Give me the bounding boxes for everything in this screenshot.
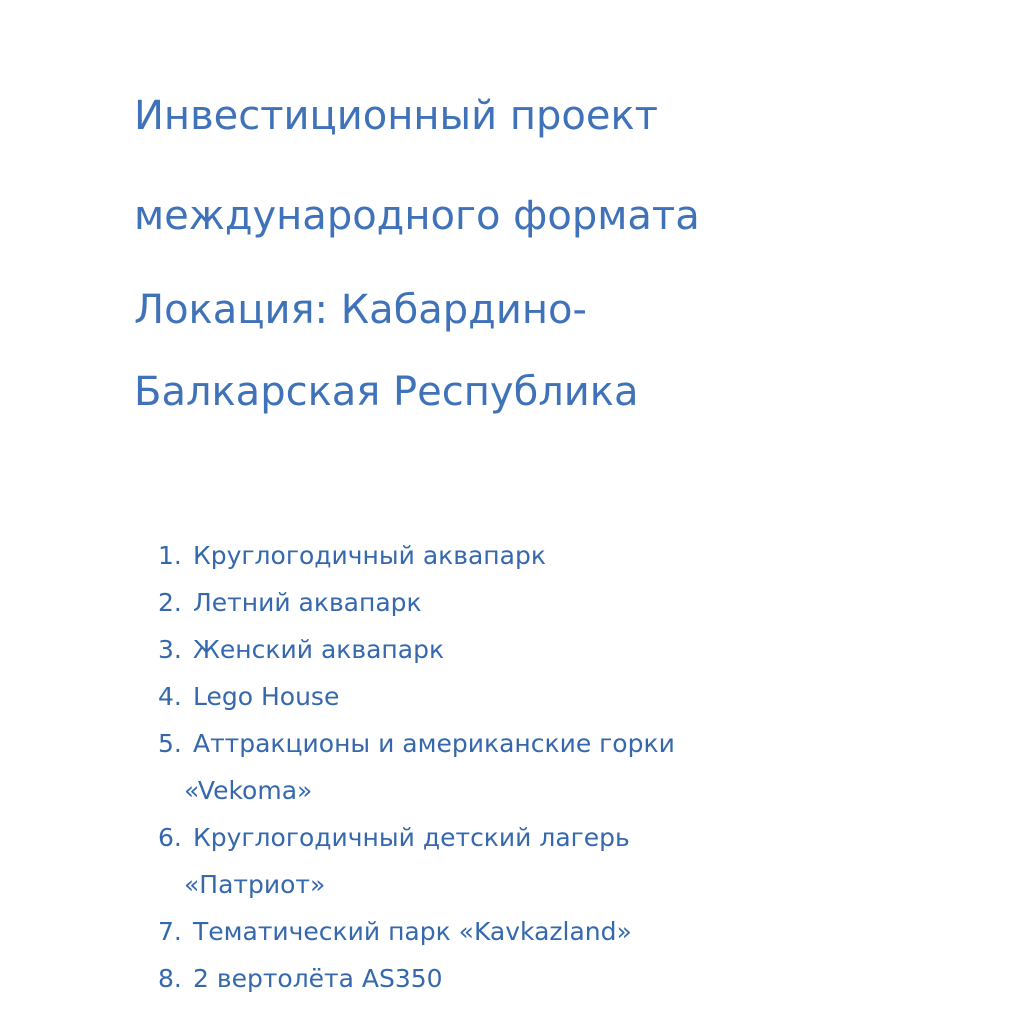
item-text: Тематический парк «Kavkazland» <box>193 917 632 946</box>
project-list <box>158 532 938 1002</box>
title-line-3: Локация: Кабардино- <box>134 287 587 333</box>
item-text: Аттракционы и американские горки <box>193 729 675 758</box>
list-item <box>158 673 938 720</box>
item-text: Lego House <box>193 682 340 711</box>
title-line-2: международного формата <box>134 193 700 239</box>
item-text-continuation: «Патриот» <box>184 870 326 899</box>
item-text: Круглогодичный детский лагерь <box>193 823 630 852</box>
list-item <box>158 532 938 579</box>
item-number: 8. <box>158 964 182 993</box>
item-number: 6. <box>158 823 182 852</box>
item-text-continuation: «Vekoma» <box>184 776 313 805</box>
list-item <box>158 814 938 908</box>
list-item <box>158 908 938 955</box>
list-item <box>158 579 938 626</box>
item-number: 7. <box>158 917 182 946</box>
item-text: Летний аквапарк <box>193 588 422 617</box>
title-line-4: Балкарская Республика <box>134 369 639 415</box>
item-number: 5. <box>158 729 182 758</box>
list-item <box>158 626 938 673</box>
item-text: Круглогодичный аквапарк <box>193 541 546 570</box>
item-number: 3. <box>158 635 182 664</box>
item-text: 2 вертолёта AS350 <box>193 964 443 993</box>
list-item <box>158 955 938 1002</box>
list-item <box>158 720 938 814</box>
item-number: 2. <box>158 588 182 617</box>
item-number: 4. <box>158 682 182 711</box>
title-line-1: Инвестиционный проект <box>134 93 658 139</box>
item-text: Женский аквапарк <box>193 635 445 664</box>
item-number: 1. <box>158 541 182 570</box>
